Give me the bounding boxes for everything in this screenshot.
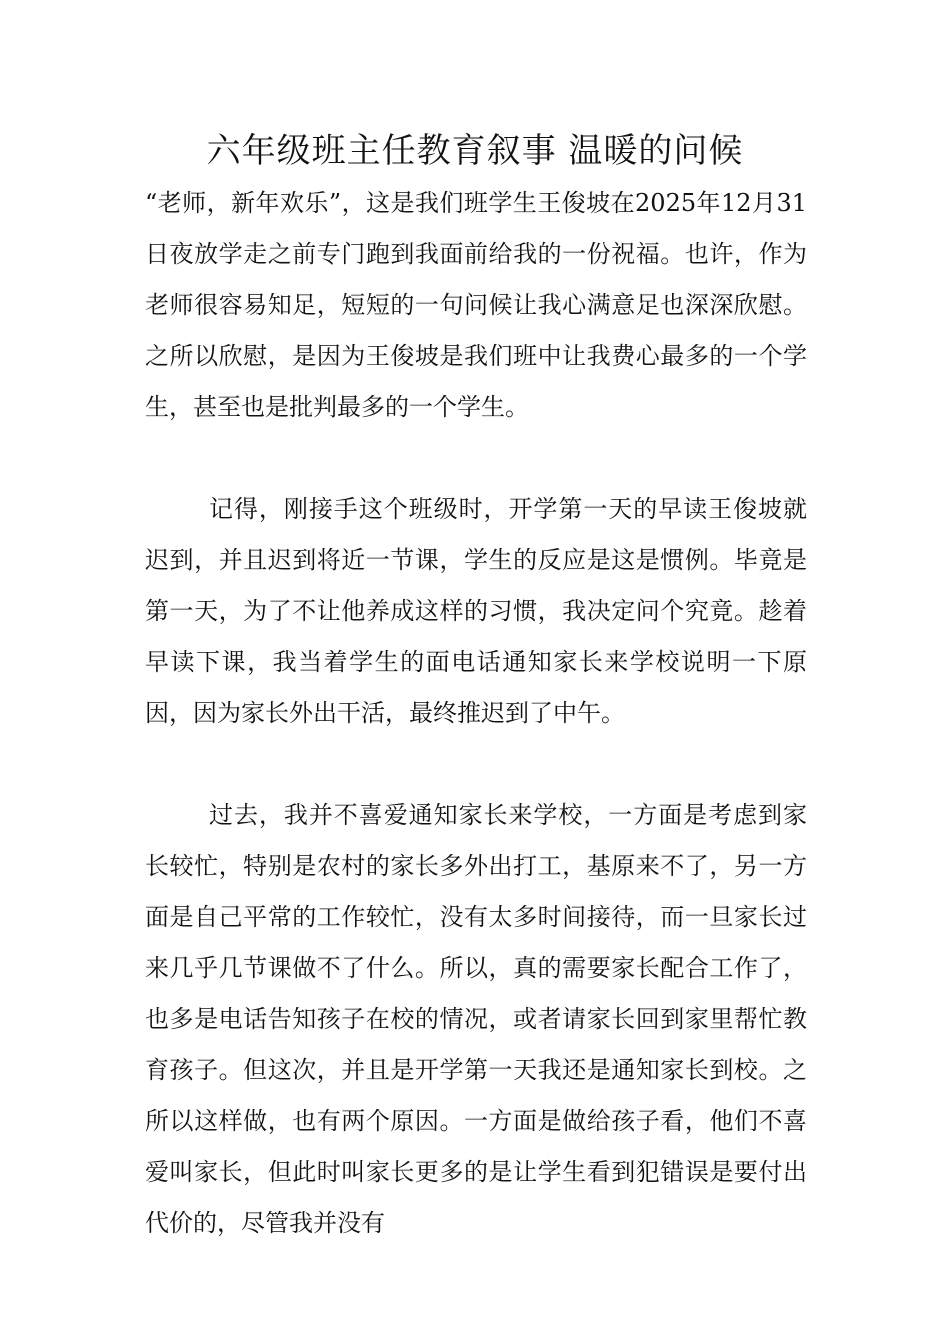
paragraph-1: “老师，新年欢乐”，这是我们班学生王俊坡在2025年12月31日夜放学走之前专门跑到我面前给我的一份祝福。也许，作为老师很容易知足，短短的一句问候让我心满意足也深深欣慰。之所以欣慰，是因为王俊坡是我们班中让我费心最多的一个学生，甚至也是批判最多的一个学生。 (145, 189, 807, 421)
paragraph-2: 记得，刚接手这个班级时，开学第一天的早读王俊坡就迟到，并且迟到将近一节课，学生的反应是这是惯例。毕竟是第一天，为了不让他养成这样的习惯，我决定问个究竟。趁着早读下课，我当着学生的面电话通知家长来学校说明一下原因，因为家长外出干活，最终推迟到了中午。 (145, 495, 807, 727)
document-title: 六年级班主任教育叙事 温暖的问候 (206, 131, 744, 171)
document-body (145, 178, 807, 1249)
paragraph-spacer (145, 433, 807, 484)
paragraph-spacer (145, 739, 807, 790)
paragraph-3: 过去，我并不喜爱通知家长来学校，一方面是考虑到家长较忙，特别是农村的家长多外出打工，基原来不了，另一方面是自己平常的工作较忙，没有太多时间接待，而一旦家长过来几乎几节课做不了什么。所以，真的需要家长配合工作了，也多是电话告知孩子在校的情况，或者请家长回到家里帮忙教育孩子。但这次，并且是开学第一天我还是通知家长到校。之所以这样做，也有两个原因。一方面是做给孩子看，他们不喜爱叫家长，但此时叫家长更多的是让学生看到犯错误是要付出代价的，尽管我并没有 (145, 801, 807, 1237)
